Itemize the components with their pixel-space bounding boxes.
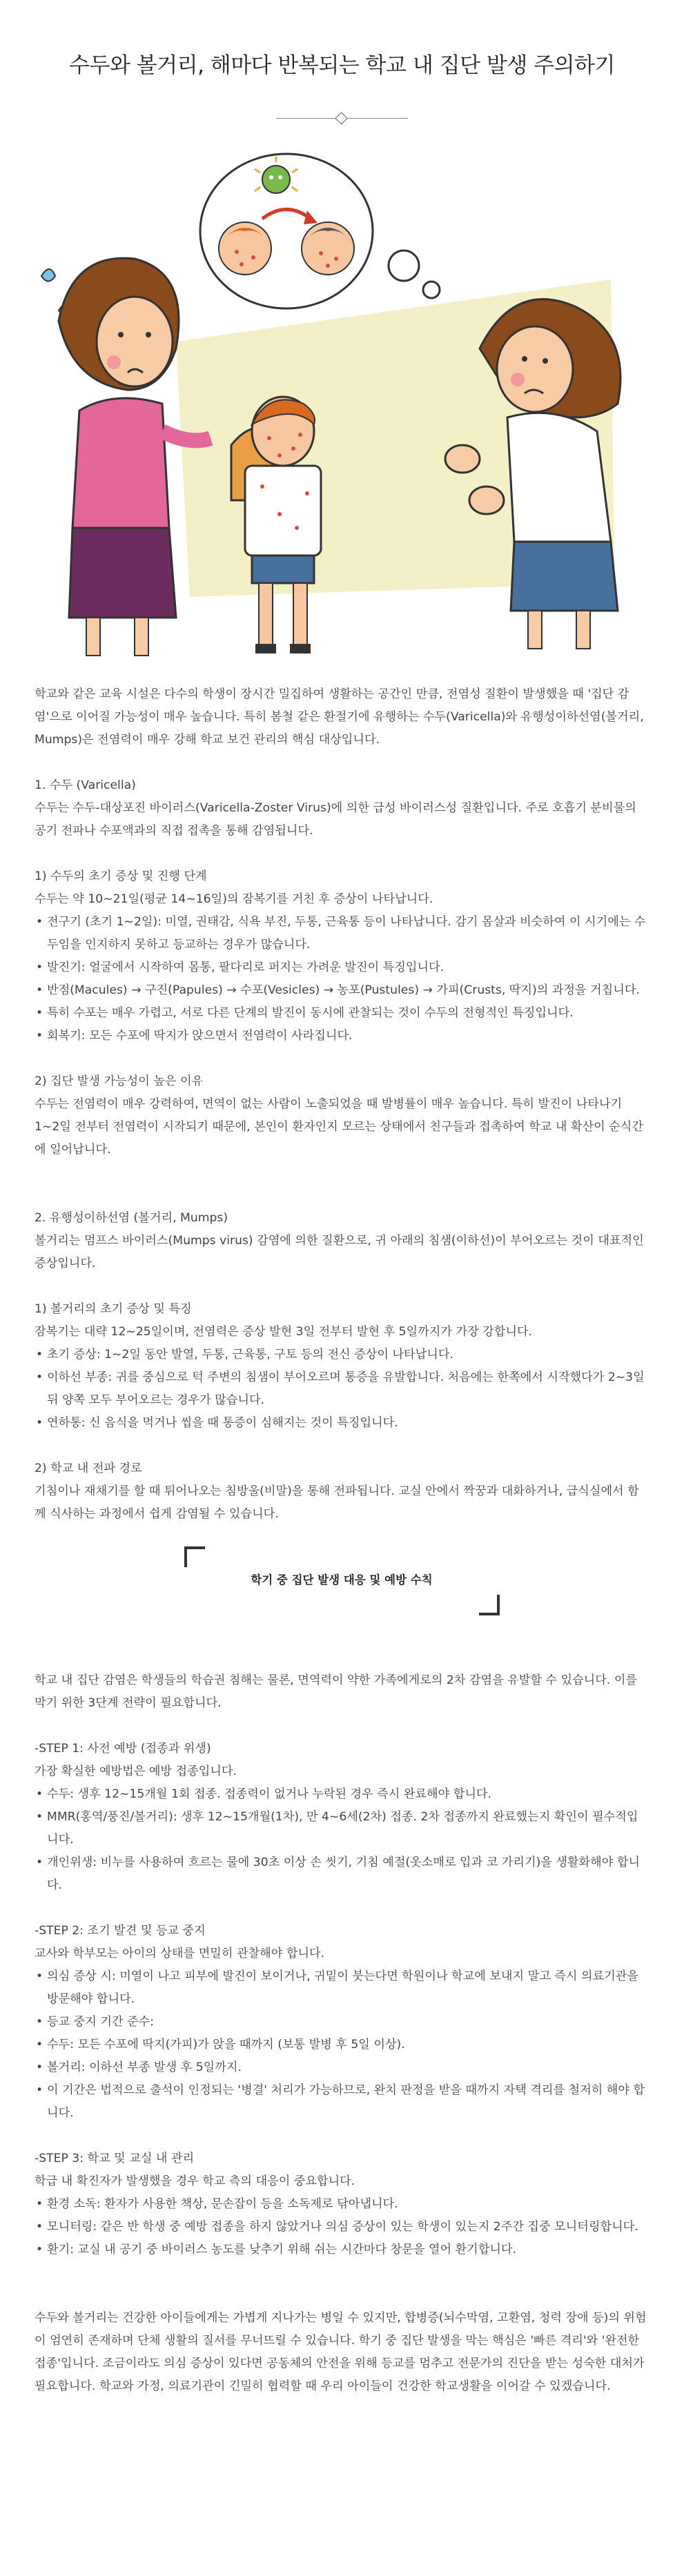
list-item: • 수두: 생후 12~15개월 1회 접종. 접종력이 없거나 누락된 경우 즉시 완료해야 합니다.	[35, 1783, 649, 1806]
step2-heading: -STEP 2: 조기 발견 및 등교 중지	[35, 1924, 206, 1938]
varicella-symptoms-heading: 1) 수두의 초기 증상 및 진행 단계	[35, 869, 207, 883]
sick-child-illustration	[31, 141, 652, 680]
mumps-symptoms-intro: 잠복기는 대략 12~25일이며, 전염력은 증상 발현 3일 전부터 발현 후 5일까지가 가장 강합니다.	[35, 1325, 533, 1339]
step3-heading: -STEP 3: 학교 및 교실 내 관리	[35, 2152, 195, 2165]
conclusion-paragraph: 수두와 볼거리는 건강한 아이들에게는 가볍게 지나가는 병일 수 있지만, 합병증(뇌수막염, 고환염, 청력 장애 등)의 위험이 엄연히 존재하며 단체 생활의 질서를 무너뜨릴 수 있습니다. 학기 중 집단 발생을 막는 핵심은 '빠른 격리'와 '완전한 접종'입니다. 조금이라도 의심 증상이 있다면 공동체의 안전을 위해 등교를 멈추고 전문가의 진단을 받는 성숙한 대처가 필요합니다. 학교와 가정, 의료기관이 긴밀히 협력할 때 우리 아이들이 건강한 학교생활을 이어갈 수 있겠습니다.	[35, 2311, 647, 2393]
list-item: • 환기: 교실 내 공기 중 바이러스 농도를 낮추기 위해 쉬는 시간마다 창문을 열어 환기합니다.	[35, 2239, 649, 2261]
callout-title: 학기 중 집단 발생 대응 및 예방 수칙	[251, 1573, 433, 1586]
list-item: • 발진기: 얼굴에서 시작하여 몸통, 팔다리로 퍼지는 가려운 발진이 특징입니다.	[35, 956, 649, 979]
corner-bracket-icon	[184, 1546, 187, 1567]
list-item: • 수두: 모든 수포에 딱지(가피)가 앉을 때까지 (보통 발병 후 5일 이상).	[35, 2034, 649, 2056]
sick-child-figure	[231, 397, 321, 653]
mumps-route-text: 기침이나 재채기를 할 때 튀어나오는 침방울(비말)을 통해 전파됩니다. 교실 안에서 짝꿍과 대화하거나, 급식실에서 함께 식사하는 과정에서 쉽게 감염될 수 있습니다.	[35, 1484, 639, 1521]
list-item: • 전구기 (초기 1~2일): 미열, 권태감, 식욕 부진, 두통, 근육통 등이 나타납니다. 감기 몸살과 비슷하여 이 시기에는 수두임을 인지하지 못하고 등교하는 경우가 많습니다.	[35, 911, 649, 956]
list-item: • 모니터링: 같은 반 학생 중 예방 접종을 하지 않았거나 의심 증상이 있는 학생이 있는지 2주간 집중 모니터링합니다.	[35, 2216, 649, 2239]
step2-intro: 교사와 학부모는 아이의 상태를 면밀히 관찰해야 합니다.	[35, 1947, 325, 1960]
article-body	[35, 683, 649, 2398]
varicella-description: 수두는 수두-대상포진 바이러스(Varicella-Zoster Virus)에 의한 급성 바이러스성 질환입니다. 주로 호흡기 분비물의 공기 전파나 수포액과의 직접 접촉을 통해 감염됩니다.	[35, 801, 636, 838]
list-item: • 회복기: 모든 수포에 딱지가 앉으면서 전염력이 사라집니다.	[35, 1025, 649, 1048]
list-item: • 개인위생: 비누를 사용하여 흐르는 물에 30초 이상 손 씻기, 기침 예절(옷소매로 입과 코 가리기)을 생활화해야 합니다.	[35, 1851, 649, 1897]
varicella-symptoms-intro: 수두는 약 10~21일(평균 14~16일)의 잠복기를 거친 후 증상이 나타납니다.	[35, 892, 433, 906]
section-callout	[35, 1546, 649, 1650]
list-item: • 의심 증상 시: 미열이 나고 피부에 발진이 보이거나, 귀밑이 붓는다면 학원이나 학교에 보내지 말고 즉시 의료기관을 방문해야 합니다.	[35, 1965, 649, 2011]
list-item: • 이하선 부종: 귀를 중심으로 턱 주변의 침샘이 부어오르며 통증을 유발합니다. 처음에는 한쪽에서 시작했다가 2~3일 뒤 양쪽 모두 부어오르는 경우가 많습니다.	[35, 1366, 649, 1412]
list-item: • 초기 증상: 1~2일 동안 발열, 두통, 근육통, 구토 등의 전신 증상이 나타납니다.	[35, 1344, 649, 1366]
mumps-symptoms-list	[35, 1344, 649, 1435]
varicella-spread-heading: 2) 집단 발생 가능성이 높은 이유	[35, 1074, 204, 1088]
step2-list	[35, 1965, 649, 2125]
mumps-heading: 2. 유행성이하선염 (볼거리, Mumps)	[35, 1211, 228, 1225]
list-item: • MMR(홍역/풍진/볼거리): 생후 12~15개월(1차), 만 4~6세(2차) 접종. 2차 접종까지 완료했는지 확인이 필수적입니다.	[35, 1806, 649, 1851]
list-item: • 이 기간은 법적으로 출석이 인정되는 '병결' 처리가 가능하므로, 완치 판정을 받을 때까지 자택 격리를 철저히 해야 합니다.	[35, 2079, 649, 2125]
varicella-spread-text: 수두는 전염력이 매우 강력하여, 면역이 없는 사람이 노출되었을 때 발병률이 매우 높습니다. 특히 발진이 나타나기 1~2일 전부터 전염력이 시작되기 때문에, 본인이 환자인지 모르는 상태에서 친구들과 접촉하여 학교 내 확산이 순식간에 일어납니다.	[35, 1097, 643, 1157]
step1-heading: -STEP 1: 사전 예방 (접종과 위생)	[35, 1742, 211, 1756]
intro-paragraph: 학교와 같은 교육 시설은 다수의 학생이 장시간 밀집하여 생활하는 공간인 만큼, 전염성 질환이 발생했을 때 '집단 감염'으로 이어질 가능성이 매우 높습니다. 특히 봄철 같은 환절기에 유행하는 수두(Varicella)와 유행성이하선염(볼거리, Mumps)은 전염력이 매우 강해 학교 보건 관리의 핵심 대상입니다.	[35, 687, 644, 747]
page-title: 수두와 볼거리, 해마다 반복되는 학교 내 집단 발생 주의하기	[69, 52, 615, 78]
mumps-route-heading: 2) 학교 내 전파 경로	[35, 1462, 142, 1475]
diamond-ornament-icon	[335, 112, 347, 124]
list-item: • 연하통: 신 음식을 먹거나 씹을 때 통증이 심해지는 것이 특징입니다.	[35, 1412, 649, 1435]
step3-intro: 학급 내 확진자가 발생했을 경우 학교 측의 대응이 중요합니다.	[35, 2174, 355, 2188]
strategy-intro: 학교 내 집단 감염은 학생들의 학습권 침해는 물론, 면역력이 약한 가족에게로의 2차 감염을 유발할 수 있습니다. 이를 막기 위한 3단계 전략이 필요합니다.	[35, 1673, 638, 1710]
step3-list	[35, 2193, 649, 2261]
list-item: • 등교 중지 기간 준수:	[35, 2011, 649, 2034]
step1-list	[35, 1783, 649, 1897]
list-item: • 볼거리: 이하선 부종 발생 후 5일까지.	[35, 2056, 649, 2079]
step1-intro: 가장 확실한 예방법은 예방 접종입니다.	[35, 1764, 237, 1778]
varicella-heading: 1. 수두 (Varicella)	[35, 778, 136, 792]
list-item: • 특히 수포는 매우 가렵고, 서로 다른 단계의 발진이 동시에 관찰되는 것이 수두의 전형적인 특징입니다.	[35, 1002, 649, 1025]
mumps-description: 볼거리는 멈프스 바이러스(Mumps virus) 감염에 의한 질환으로, 귀 아래의 침샘(이하선)이 부어오르는 것이 대표적인 증상입니다.	[35, 1234, 644, 1270]
mumps-symptoms-heading: 1) 볼거리의 초기 증상 및 특징	[35, 1302, 192, 1316]
list-item: • 반점(Macules) → 구진(Papules) → 수포(Vesicles) → 농포(Pustules) → 가피(Crusts, 딱지)의 과정을 거칩니다.	[35, 979, 649, 1002]
list-item: • 환경 소독: 환자가 사용한 책상, 문손잡이 등을 소독제로 닦아냅니다.	[35, 2193, 649, 2216]
varicella-symptoms-list	[35, 911, 649, 1048]
title-divider	[276, 112, 408, 126]
thought-bubble-icon	[200, 154, 440, 308]
